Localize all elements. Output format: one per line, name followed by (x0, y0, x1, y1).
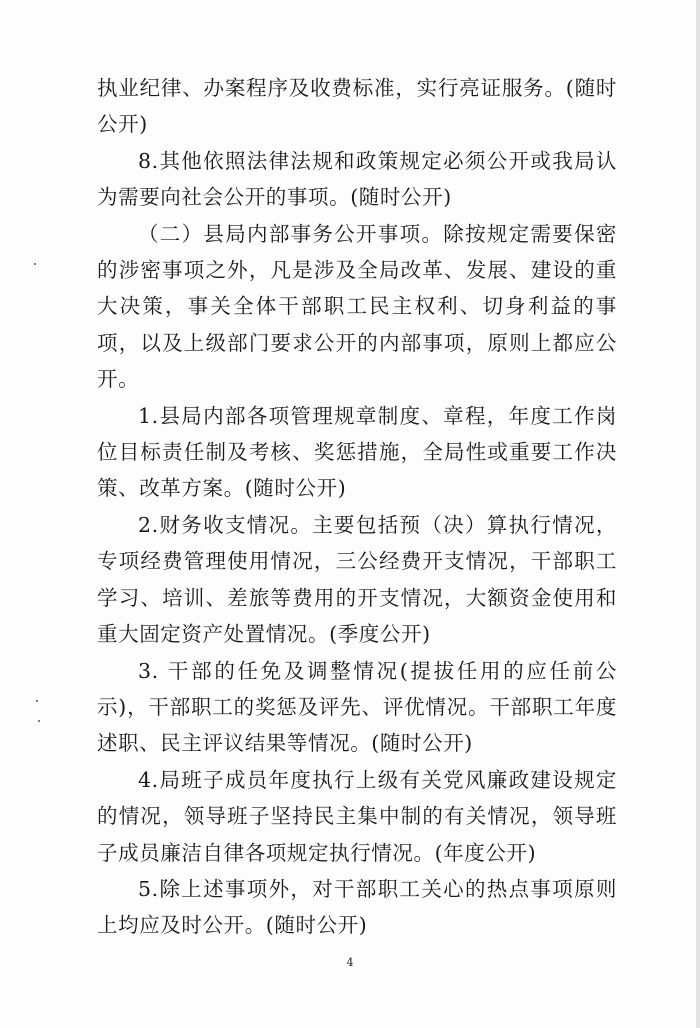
paragraph-item-1: 1.县局内部各项管理规章制度、章程，年度工作岗位目标责任制及考核、奖惩措施，全局性或重要工作决策、改革方案。(随时公开) (97, 403, 617, 501)
document-body (97, 70, 617, 944)
paragraph-item-3: 3. 干部的任免及调整情况(提拔任用的应任前公示)，干部职工的奖惩及评先、评优情况。干部职工年度述职、民主评议结果等情况。(随时公开) (97, 658, 617, 756)
scan-speck (38, 720, 40, 722)
paragraph-item-2: 2.财务收支情况。主要包括预（决）算执行情况，专项经费管理使用情况，三公经费开支情况，干部职工学习、培训、差旅等费用的开支情况，大额资金使用和重大固定资产处置情况。(季度公开) (97, 512, 617, 647)
scan-speck (34, 263, 36, 265)
paragraph-continuation: 执业纪律、办案程序及收费标准，实行亮证服务。(随时公开) (97, 76, 617, 137)
paragraph-item-5: 5.除上述事项外，对干部职工关心的热点事项原则上均应及时公开。(随时公开) (97, 876, 617, 938)
paragraph-item-8: 8.其他依照法律法规和政策规定必须公开或我局认为需要向社会公开的事项。(随时公开) (97, 148, 617, 210)
scan-edge (696, 0, 700, 1028)
scan-speck (36, 700, 38, 702)
paragraph-section-two: （二）县局内部事务公开事项。除按规定需要保密的涉密事项之外，凡是涉及全局改革、发展、建设的重大决策，事关全体干部职工民主权利、切身利益的事项，以及上级部门要求公开的内部事项，原则上都应公开。 (97, 221, 617, 392)
page-number: 4 (346, 956, 354, 969)
paragraph-item-4: 4.局班子成员年度执行上级有关党风廉政建设规定的情况，领导班子坚持民主集中制的有关情况，领导班子成员廉洁自律各项规定执行情况。(年度公开) (97, 767, 617, 865)
